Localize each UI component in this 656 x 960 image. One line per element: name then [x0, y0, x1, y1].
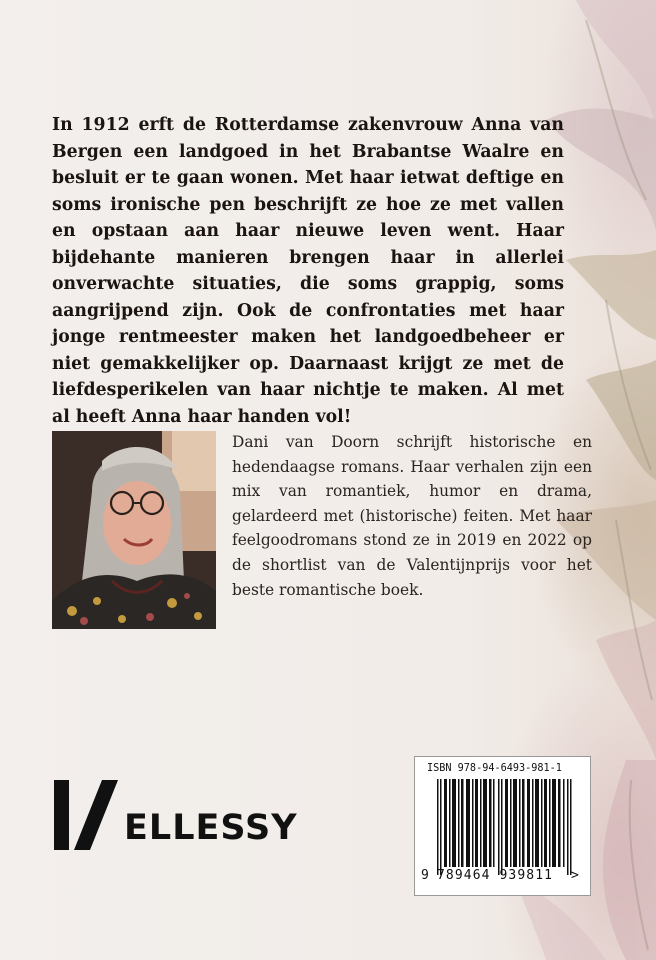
author-photo [52, 431, 216, 629]
author-bio: Dani van Doorn schrijft historische en hedendaagse romans. Haar verhalen zijn een mix van romantiek, humor en drama, gelardeerd met (historische) feiten. Met haar feelgoodromans stond ze in 2019 en 2022 op de shortlist van de Valentijnprijs voor het beste romantische boek. [232, 433, 592, 599]
publisher-mark-icon [52, 778, 126, 852]
isbn-label: ISBN 978-94-6493-981-1 [427, 763, 562, 774]
ean-first-digit: 9 [421, 868, 429, 883]
barcode-bars [437, 779, 572, 875]
book-blurb: In 1912 erft de Rotterdamse zakenvrouw Anna van Bergen een landgoed in het Brabantse Waalre en besluit er te gaan wonen. Met haar ietwat deftige en soms ironische pen beschrijft ze hoe ze met vallen en opstaan aan haar nieuwe leven went. Haar bijdehante manieren brengen haar in allerlei onverwachte situaties, die soms grappig, soms aangrijpend zijn. Ook de confrontaties met haar jonge rentmeester maken het landgoedbeheer er niet gemakkelijker op. Daarnaast krijgt ze met de liefdesperikelen van haar nichtje te maken. Al met al heeft Anna haar handen vol! [52, 115, 564, 427]
ean-arrow: > [571, 868, 579, 883]
ean-digits: 789464 939811 [437, 868, 554, 883]
publisher-name: ELLESSY [124, 808, 298, 848]
isbn-barcode [414, 756, 591, 896]
publisher-logo [52, 778, 332, 852]
